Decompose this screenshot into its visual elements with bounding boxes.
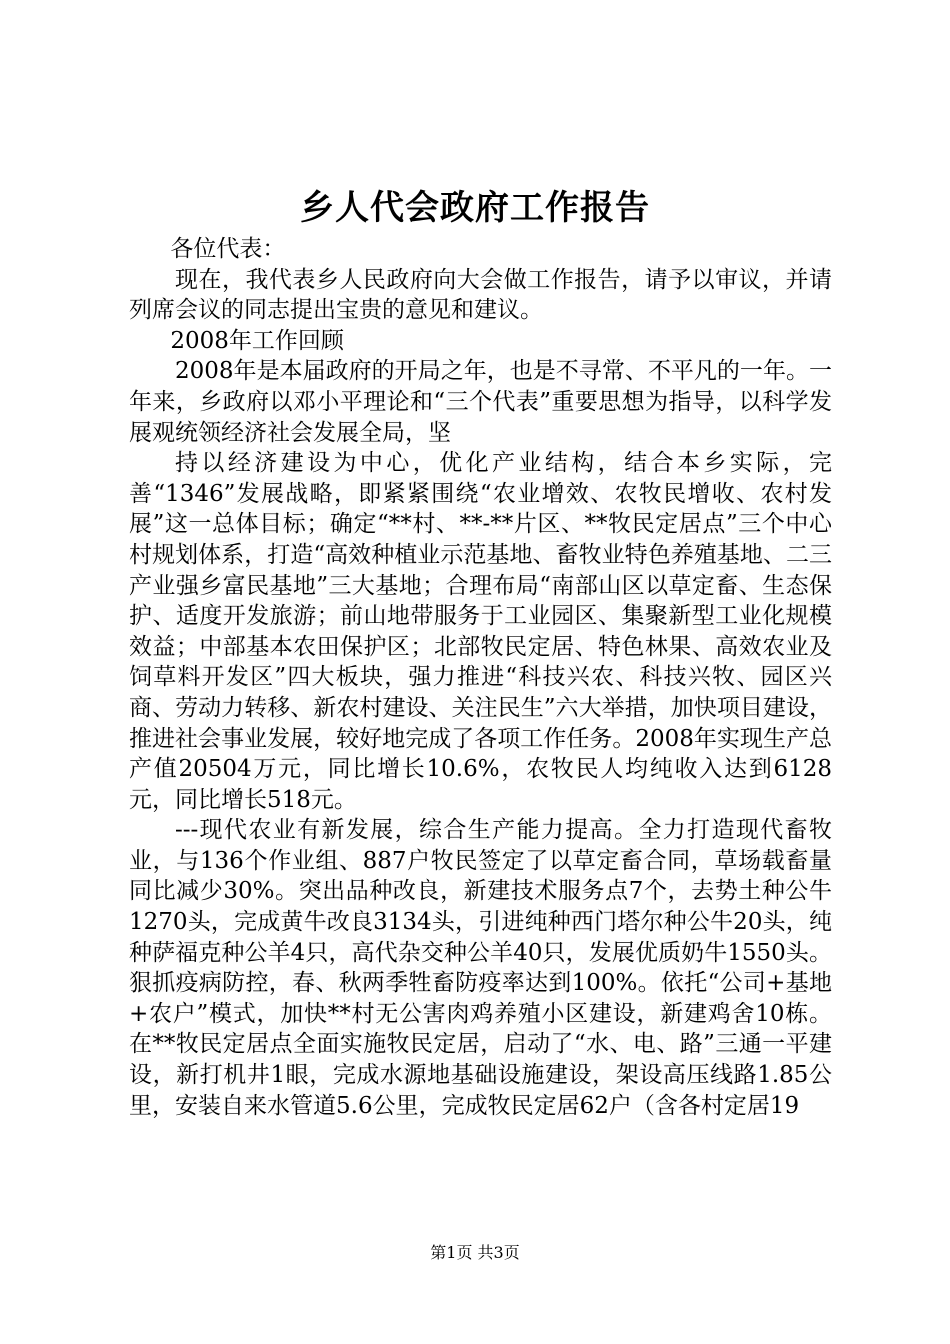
document-title: 乡人代会政府工作报告	[300, 188, 650, 228]
intro-paragraph: 现在，我代表乡人民政府向大会做工作报告，请予以审议，并请列席会议的同志提出宝贵的意见和建议。	[129, 266, 832, 324]
document-body	[129, 234, 832, 1121]
page-number: 第1页 共3页	[430, 1243, 520, 1262]
body-paragraph: 持以经济建设为中心，优化产业结构，结合本乡实际，完善“1346”发展战略，即紧紧围绕“农业增效、农牧民增收、农村发展”这一总体目标；确定“**村、**-**片区、**牧民定居点”三个中心村规划体系，打造“高效种植业示范基地、畜牧业特色养殖基地、二三产业强乡富民基地”三大基地；合理布局“南部山区以草定畜、生态保护、适度开发旅游；前山地带服务于工业园区、集聚新型工业化规模效益；中部基本农田保护区；北部牧民定居、特色林果、高效农业及饲草料开发区”四大板块，强力推进“科技兴农、科技兴牧、园区兴商、劳动力转移、新农村建设、关注民生”六大举措，加快项目建设，推进社会事业发展，较好地完成了各项工作任务。2008年实现生产总产值20504万元，同比增长10.6%，农牧民人均纯收入达到6128元，同比增长518元。	[129, 450, 832, 813]
greeting-paragraph: 各位代表：	[170, 236, 286, 262]
body-paragraph: 2008年是本届政府的开局之年，也是不寻常、不平凡的一年。一年来，乡政府以邓小平理论和“三个代表”重要思想为指导，以科学发展观统领经济社会发展全局，坚	[129, 358, 832, 446]
body-paragraph: ---现代农业有新发展，综合生产能力提高。全力打造现代畜牧业，与136个作业组、887户牧民签定了以草定畜合同，草场载畜量同比减少30%。突出品种改良，新建技术服务点7个，去势土种公牛1270头，完成黄牛改良3134头，引进纯种西门塔尔种公牛20头，纯种萨福克种公羊4只，高代杂交种公羊40只，发展优质奶牛1550头。狠抓疫病防控，春、秋两季牲畜防疫率达到100%。依托“公司+基地+农户”模式，加快**村无公害肉鸡养殖小区建设，新建鸡舍10栋。在**牧民定居点全面实施牧民定居，启动了“水、电、路”三通一平建设，新打机井1眼，完成水源地基础设施建设，架设高压线路1.85公里，安装自来水管道5.6公里，完成牧民定居62户（含各村定居19	[129, 817, 832, 1119]
section-heading: 2008年工作回顾	[170, 327, 344, 354]
